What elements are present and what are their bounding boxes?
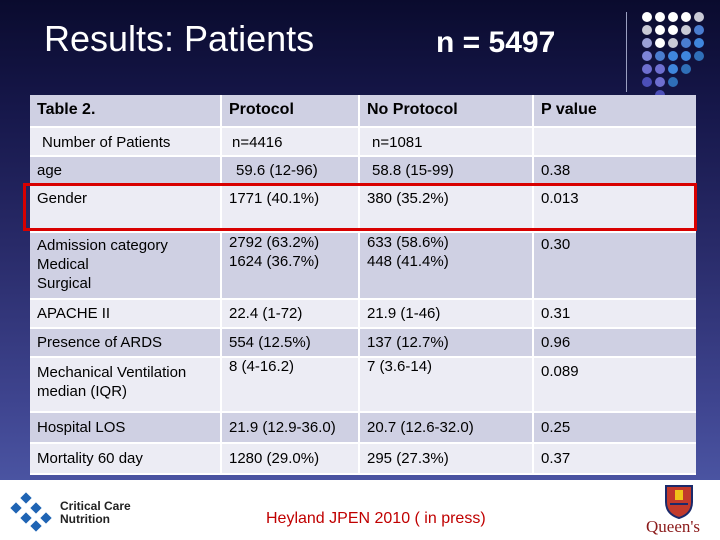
value-line: 633 (58.6%) — [367, 234, 449, 251]
row-label-line: median (IQR) — [37, 383, 128, 400]
row-label: Number of Patients — [30, 128, 222, 157]
value-line: 448 (41.4%) — [367, 253, 449, 270]
p-value-cell: 0.25 — [534, 413, 696, 444]
citation-text: Heyland JPEN 2010 ( in press) — [266, 510, 486, 527]
table-row — [30, 358, 696, 413]
no-protocol-cell: 21.9 (1-46) — [360, 300, 534, 329]
row-label: age — [30, 157, 222, 186]
row-label: Gender — [30, 186, 222, 233]
queens-university-logo-text: Queen's — [646, 517, 701, 536]
p-value-cell — [534, 128, 696, 157]
protocol-cell: 22.4 (1-72) — [222, 300, 360, 329]
table-row — [30, 186, 696, 233]
protocol-cell: n=4416 — [222, 128, 360, 157]
critical-care-nutrition-logo-text: Critical Care Nutrition — [60, 499, 131, 526]
table-row — [30, 233, 696, 300]
no-protocol-cell: n=1081 — [360, 128, 534, 157]
table-header-row — [30, 95, 696, 128]
no-protocol-cell: 20.7 (12.6-32.0) — [360, 413, 534, 444]
protocol-cell: 8 (4-16.2) — [222, 358, 360, 413]
header-cell-no-protocol: No Protocol — [360, 95, 534, 128]
p-value-cell: 0.013 — [534, 186, 696, 233]
row-label-line: Mechanical Ventilation — [37, 364, 187, 381]
row-label-line: Surgical — [37, 275, 92, 292]
table-row — [30, 329, 696, 358]
no-protocol-cell: 7 (3.6-14) — [360, 358, 534, 413]
row-label-line: Medical — [37, 256, 89, 273]
row-label-line: Admission category — [37, 237, 168, 254]
protocol-cell: 21.9 (12.9-36.0) — [222, 413, 360, 444]
row-label — [30, 358, 222, 413]
row-label: APACHE II — [30, 300, 222, 329]
slide-title: Results: Patients — [44, 18, 315, 59]
header-cell-table: Table 2. — [30, 95, 222, 128]
no-protocol-cell: 58.8 (15-99) — [360, 157, 534, 186]
p-value-cell: 0.96 — [534, 329, 696, 358]
protocol-cell: 554 (12.5%) — [222, 329, 360, 358]
table-row — [30, 444, 696, 475]
no-protocol-cell — [360, 233, 534, 300]
table-row — [30, 300, 696, 329]
p-value-cell: 0.31 — [534, 300, 696, 329]
results-table — [30, 95, 696, 475]
sample-size-label: n = 5497 — [436, 26, 556, 59]
protocol-cell: 59.6 (12-96) — [222, 157, 360, 186]
row-label: Hospital LOS — [30, 413, 222, 444]
header-cell-protocol: Protocol — [222, 95, 360, 128]
p-value-cell: 0.38 — [534, 157, 696, 186]
value-line: 1624 (36.7%) — [229, 253, 320, 270]
table-row — [30, 157, 696, 186]
p-value-cell: 0.37 — [534, 444, 696, 475]
p-value-cell: 0.089 — [534, 358, 696, 413]
row-label: Presence of ARDS — [30, 329, 222, 358]
no-protocol-cell: 295 (27.3%) — [360, 444, 534, 475]
protocol-cell: 1771 (40.1%) — [222, 186, 360, 233]
no-protocol-cell: 380 (35.2%) — [360, 186, 534, 233]
decorative-divider — [626, 12, 627, 92]
table-row — [30, 413, 696, 444]
protocol-cell: 1280 (29.0%) — [222, 444, 360, 475]
protocol-cell — [222, 233, 360, 300]
row-label: Mortality 60 day — [30, 444, 222, 475]
decorative-dot-grid — [642, 12, 720, 102]
table-row — [30, 128, 696, 157]
header-cell-p-value: P value — [534, 95, 696, 128]
row-label — [30, 233, 222, 300]
p-value-cell: 0.30 — [534, 233, 696, 300]
no-protocol-cell: 137 (12.7%) — [360, 329, 534, 358]
value-line: 2792 (63.2%) — [229, 234, 320, 251]
